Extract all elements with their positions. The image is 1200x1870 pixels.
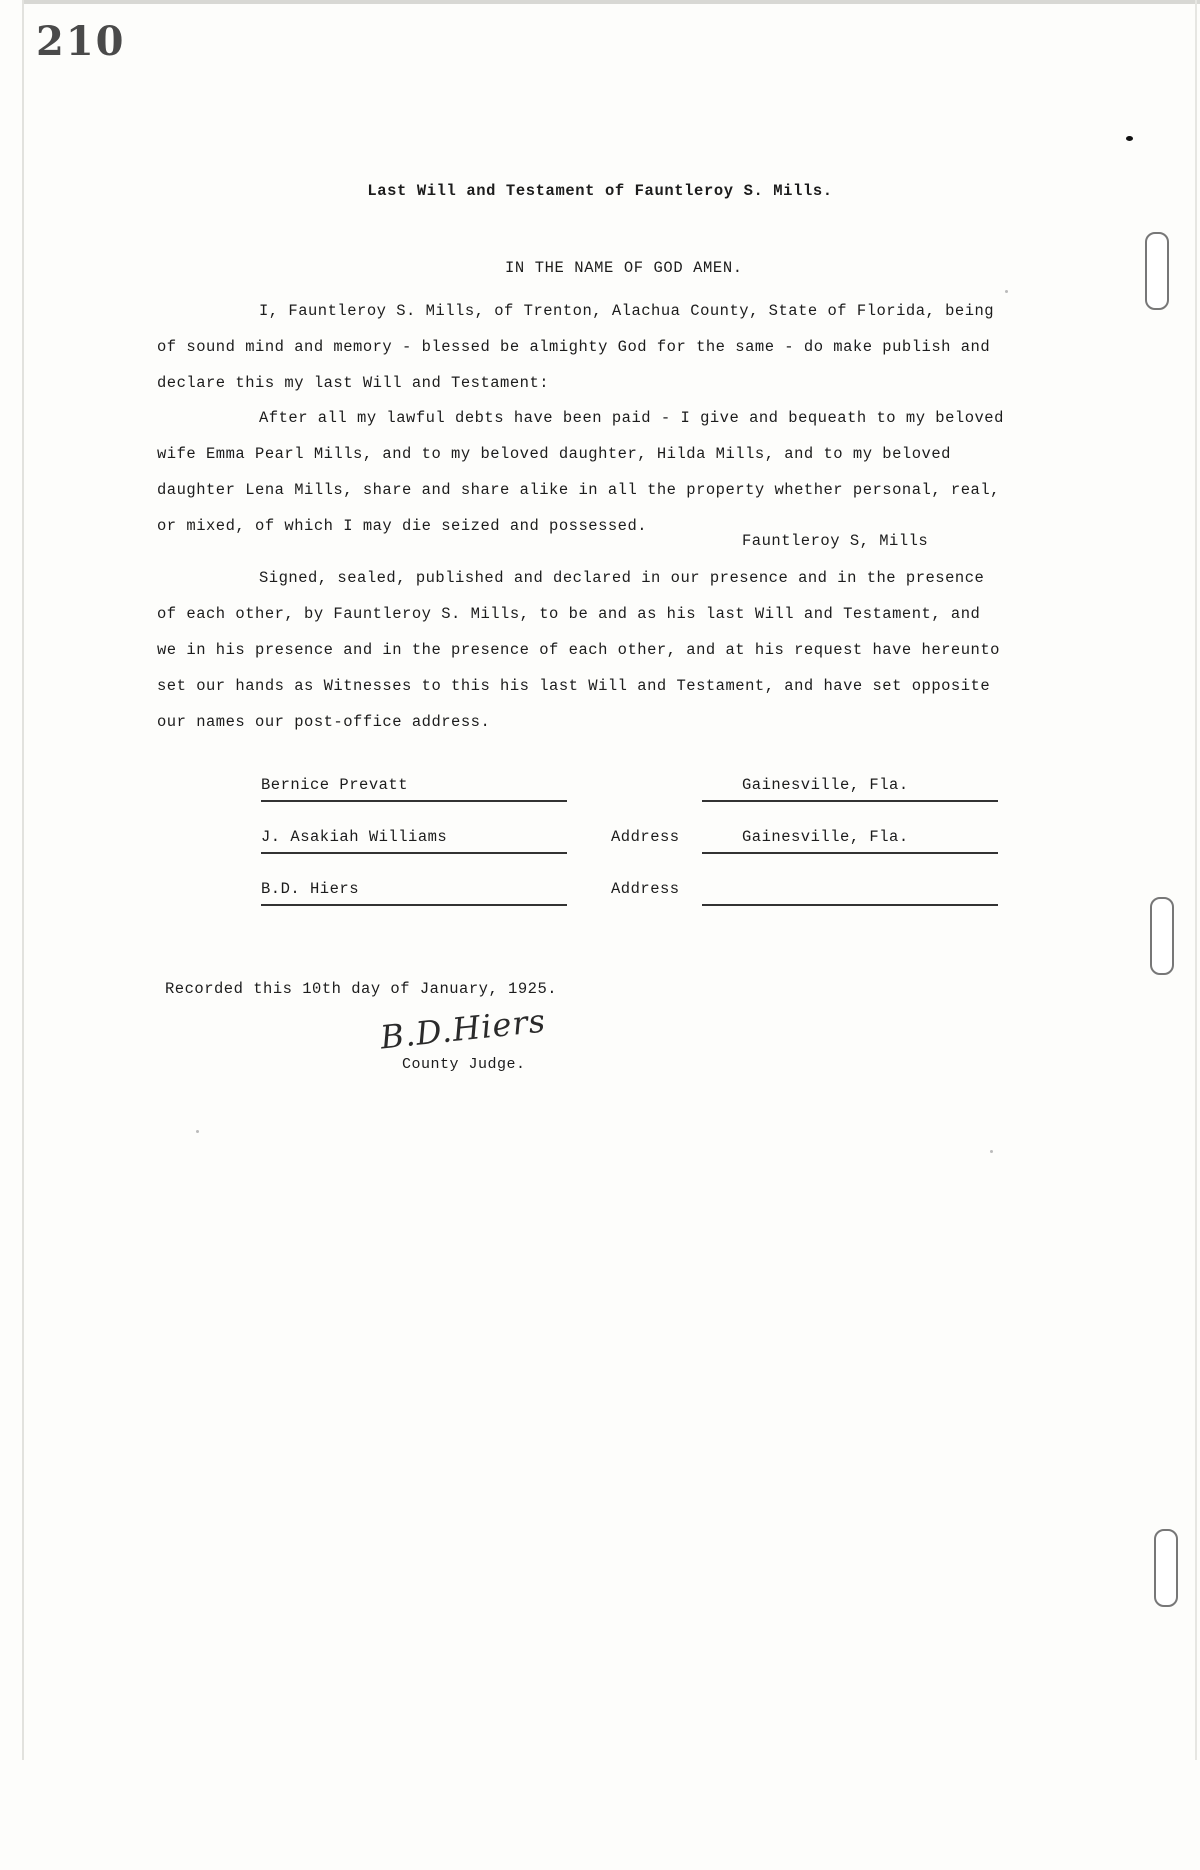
paragraph-line: of sound mind and memory - blessed be almighty God for the same - do make publish and [157, 338, 991, 356]
witness-address-line [702, 880, 998, 906]
binder-hole-middle [1150, 897, 1174, 975]
page-top-edge [22, 0, 1200, 4]
paragraph-line: or mixed, of which I may die seized and possessed. [157, 517, 648, 535]
paragraph-line: wife Emma Pearl Mills, and to my beloved daughter, Hilda Mills, and to my beloved [157, 445, 951, 463]
binder-hole-top [1145, 232, 1169, 310]
ink-mark [1126, 136, 1133, 141]
witness-address-line [702, 776, 998, 802]
witness-name-line: J. Asakiah Williams [261, 828, 567, 854]
paper-speck [1005, 290, 1008, 293]
paragraph-bequest [157, 400, 1057, 544]
paragraph-line: Signed, sealed, published and declared in our presence and in the presence [259, 569, 985, 587]
invocation: IN THE NAME OF GOD AMEN. [505, 259, 743, 277]
judge-title: County Judge. [402, 1056, 526, 1073]
paragraph-attestation [157, 560, 1057, 740]
paragraph-line: I, Fauntleroy S. Mills, of Trenton, Alachua County, State of Florida, being [259, 302, 995, 320]
binder-hole-bottom [1154, 1529, 1178, 1607]
page-right-edge [1195, 0, 1197, 1760]
paper-speck [196, 1130, 199, 1133]
witness-name-line: B.D. Hiers [261, 880, 567, 906]
document-title: Last Will and Testament of Fauntleroy S. Mills. [367, 182, 833, 200]
witness-address-line [702, 828, 998, 854]
witness-address: Gainesville, Fla. [742, 828, 909, 846]
page-number: 210 [36, 18, 126, 65]
judge-handwritten-signature: B.D.Hiers [378, 1001, 548, 1057]
paragraph-line: After all my lawful debts have been paid - I give and bequeath to my beloved [259, 409, 1004, 427]
witness-address-label: Address [611, 880, 680, 898]
paragraph-line: of each other, by Fauntleroy S. Mills, to be and as his last Will and Testament, and [157, 605, 981, 623]
witness-name-line: Bernice Prevatt [261, 776, 567, 802]
paragraph-declaration [157, 293, 1057, 401]
witness-address-label: Address [611, 828, 680, 846]
witness-address: Gainesville, Fla. [742, 776, 909, 794]
paragraph-line: declare this my last Will and Testament: [157, 374, 550, 392]
page-left-edge [22, 0, 24, 1760]
paragraph-line: set our hands as Witnesses to this his last Will and Testament, and have set opposite [157, 677, 991, 695]
paper-speck [990, 1150, 993, 1153]
paragraph-line: we in his presence and in the presence of each other, and at his request have hereunto [157, 641, 1000, 659]
testator-signature: Fauntleroy S, Mills [742, 532, 929, 550]
recorded-line: Recorded this 10th day of January, 1925. [165, 980, 558, 998]
paragraph-line: our names our post-office address. [157, 713, 491, 731]
paragraph-line: daughter Lena Mills, share and share alike in all the property whether personal, real, [157, 481, 1000, 499]
